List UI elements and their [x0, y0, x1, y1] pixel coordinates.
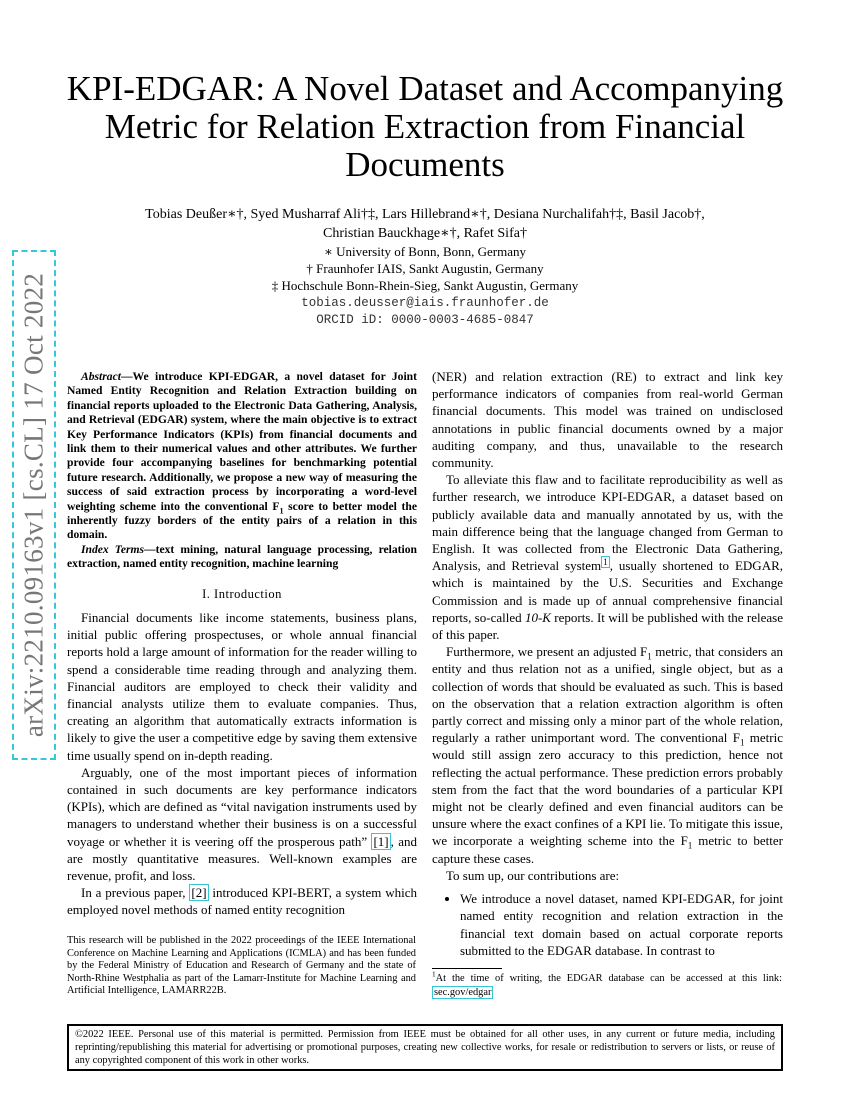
left-column [67, 370, 417, 919]
affiliation-hbrs: ‡ Hochschule Bonn-Rhein-Sieg, Sankt Augustin, Germany [271, 278, 579, 293]
intro-paragraph-1: Financial documents like income statements, business plans, initial public offering prospectuses, or whole annual financial reports hold a large amount of information for the reader willing to spend a considerable time reading through and analyzing them. Financial auditors are employed to check their validity and financial analysts utilize them to evaluate companies. Thus, creating an algorithm that automatically extracts information is likely to give the user a competitive edge by saving them extensive time usually spend on in-depth reading. [67, 609, 417, 763]
citation-link-1[interactable]: [1] [373, 833, 389, 849]
index-terms-label: Index Terms [81, 542, 145, 556]
author-email[interactable]: tobias.deusser@iais.fraunhofer.de [301, 296, 549, 310]
copyright-notice: ©2022 IEEE. Personal use of this material is permitted. Permission from IEEE must be obtained for all other uses, in any current or future media, including reprinting/republishing this material for advertising or promotional purposes, creating new collective works, for resale or redistribution to servers or lists, or reuse of any copyrighted component of this work in other works. [67, 1024, 783, 1071]
list-item: • We introduce a novel dataset, named KPI-EDGAR, for joint named entity recognition and relation extraction in the financial text domain based on actual corporate reports submitted to the EDGAR database. In contrast to [460, 890, 783, 959]
abstract: Abstract—We introduce KPI-EDGAR, a novel dataset for Joint Named Entity Recognition and Relation Extraction building on financial reports uploaded to the Electronic Data Gathering, Analysis, and Retrieval (EDGAR) system, where the main objective is to extract Key Performance Indicators (KPIs) from financial documents and link them to their numerical values and other attributes. We further provide four accompanying baselines for benchmarking potential future research. Additionally, we propose a new way of measuring the success of said extraction process by incorporating a word-level weighting scheme into the conventional $F_1$ score to better model the inherently fuzzy borders of the entity pairs of a relation in this domain. [67, 370, 417, 542]
arxiv-sidebar-stamp[interactable] [12, 250, 56, 760]
intro-paragraph-cont: (NER) and relation extraction (RE) to extract and link key performance indicators of companies from real-world German financial documents. This model was trained on undisclosed annotations in public financial documents owned by a major auditing company, and thus, unavailable to the research community. [432, 369, 783, 471]
affiliation-fraunhofer: † Fraunhofer IAIS, Sankt Augustin, Germany [306, 261, 544, 276]
intro-paragraph-6: To sum up, our contributions are: [446, 867, 620, 883]
affiliation-bonn: ∗ University of Bonn, Bonn, Germany [323, 244, 526, 259]
footnote-ref-1[interactable]: 1 [603, 556, 608, 567]
funding-footnote: This research will be published in the 2022 proceedings of the IEEE International Conference on Machine Learning and Applications (ICMLA) and has been funded by the Federal Ministry of Education and Research of Germany and the state of North-Rhine Westphalia as part of the Lamarr-Institute for Machine Learning and Artificial Intelligence, LAMARR22B. [67, 935, 416, 997]
edgar-footnote: $^1$At the time of writing, the EDGAR database can be accessed at this link: sec.gov/edgar [432, 970, 782, 998]
section-heading-introduction: I. Introduction [202, 586, 282, 601]
author-line-1: Tobias Deußer∗†, Syed Musharraf Ali†‡, Lars Hillebrand∗†, Desiana Nurchalifah†‡, Basil Jacob†, [145, 207, 705, 222]
intro-paragraph-2: Arguably, one of the most important pieces of information contained in such documents are key performance indicators (KPIs), which are defined as “vital navigation instruments used by managers to understand whether their business is on a successful voyage or whether it is veering off the prosperous path” [1] , and are mostly quantitative measures. Well-known examples are revenue, profit, and loss. [67, 764, 417, 883]
author-list [80, 205, 770, 243]
paper-title: KPI-EDGAR: A Novel Dataset and Accompanying Metric for Relation Extraction from Financial Documents [66, 69, 784, 184]
intro-paragraph-5: Furthermore, we present an adjusted $F_1$ metric, that considers an entity and thus relation not as a unified, single object, but as a collection of words that should be evaluated as such. This is based on the observation that a relation extraction algorithm is often partly correct and missing only a minor part of the whole relation, regularly a rather unimportant word. The conventional $F_1$ metric would still assign zero accuracy to this prediction, hence not reflecting the actual performance. These prediction errors probably stem from the fact that the word boundaries of a particular KPI might not be clearly defined and even financial auditors can be unsure where the exact confines of a KPI lie. To mitigate this issue, we incorporate a weighting scheme into the $F_1$ metric to better capture these cases. [432, 644, 783, 866]
abstract-label: Abstract [81, 370, 121, 383]
orcid-id[interactable]: ORCID iD: 0000-0003-4685-0847 [316, 313, 534, 327]
right-column [432, 368, 783, 959]
arxiv-identifier: arXiv:2210.09163v1 [cs.CL] 17 Oct 2022 [18, 272, 49, 738]
contributions-list [432, 890, 783, 959]
intro-paragraph-3: In a previous paper, [2] introduced KPI-BERT, a system which employed novel methods of named entity recognition [67, 885, 418, 918]
author-line-2: Christian Bauckhage∗†, Rafet Sifa† [323, 226, 527, 241]
citation-link-2[interactable]: [2] [191, 885, 207, 901]
edgar-link[interactable]: sec.gov/edgar [434, 986, 492, 998]
footnote-divider [432, 968, 502, 969]
index-terms: Index Terms—text mining, natural language processing, relation extraction, named entity recognition, machine learning [67, 542, 417, 571]
intro-paragraph-4: To alleviate this flaw and to facilitate reproducibility as well as further research, we introduce KPI-EDGAR, a dataset based on publicly available data and manually annotated by us, with the main difference being that the language changed from German to English. It was collected from the Electronic Data Gathering, Analysis, and Retrieval system $^1$ , usually shortened to EDGAR, which is maintained by the U.S. Securities and Exchange Commission and is made up of annual comprehensive financial reports, so-called 10-K reports. It will be published with the release of this paper. [432, 472, 784, 643]
